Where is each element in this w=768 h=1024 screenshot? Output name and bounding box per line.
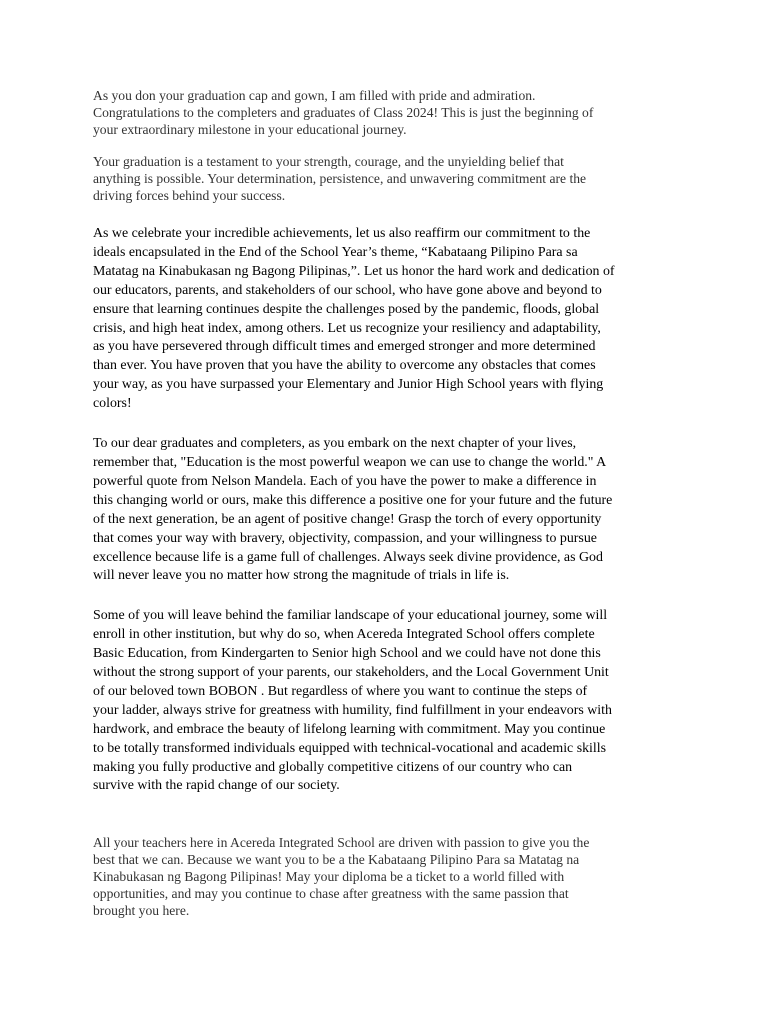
- document-body: [93, 87, 678, 919]
- paragraph-graduates: To our dear graduates and completers, as you embark on the next chapter of your lives, remember that, "Education is the most powerful weapon we can use to change the world." A powerful quote from Nelson Mandela. Each of you have the power to make a difference in this changing world or ours, make this difference a positive one for your future and the future of the next generation, be an agent of positive change! Grasp the torch of every opportunity that comes your way with bravery, objectivity, compassion, and your willingness to pursue excellence because life is a game full of challenges. Always seek divine providence, as God will never leave you no matter how strong the magnitude of trials in life is.: [93, 436, 613, 584]
- paragraph-teachers: All your teachers here in Acereda Integrated School are driven with passion to give you the best that we can. Because we want you to be a the Kabataang Pilipino Para sa Matatag na Kinabukasan ng Bagong Pilipinas! May your diploma be a ticket to a world filled with opportunities, and may you continue to chase after greatness with the same passion that brought you here.: [93, 835, 590, 919]
- paragraph-testament: Your graduation is a testament to your strength, courage, and the unyielding belief that anything is possible. Your determination, persistence, and unwavering commitment are the driving forces behind your success.: [93, 154, 587, 203]
- paragraph-congratulations: As you don your graduation cap and gown, I am filled with pride and admiration. Congratulations to the completers and graduates of Class 2024! This is just the beginning of your extraordinary milestone in your educational journey.: [93, 88, 594, 137]
- paragraph-commitment: As we celebrate your incredible achievements, let us also reaffirm our commitment to the ideals encapsulated in the End of the School Year’s theme, “Kabataang Pilipino Para sa Matatag na Kinabukasan ng Bagong Pilipinas,”. Let us honor the hard work and dedication of our educators, parents, and stakeholders of our school, who have gone above and beyond to ensure that learning continues despite the challenges posed by the pandemic, floods, global crisis, and high heat index, among others. Let us recognize your resiliency and adaptability, as you have persevered through difficult times and emerged stronger and more determined than ever. You have proven that you have the ability to overcome any obstacles that comes your way, as you have surpassed your Elementary and Junior High School years with flying colors!: [93, 226, 615, 412]
- paragraph-acereda: Some of you will leave behind the familiar landscape of your educational journey, some will enroll in other institution, but why do so, when Acereda Integrated School offers complete Basic Education, from Kindergarten to Senior high School and we could have not done this without the strong support of your parents, our stakeholders, and the Local Government Unit of our beloved town BOBON . But regardless of where you want to continue the steps of your ladder, always strive for greatness with humility, find fulfillment in your endeavors with hardwork, and embrace the beauty of lifelong learning with commitment. May you continue to be totally transformed individuals equipped with technical-vocational and academic skills making you fully productive and globally competitive citizens of our country who can survive with the rapid change of our society.: [93, 608, 612, 794]
